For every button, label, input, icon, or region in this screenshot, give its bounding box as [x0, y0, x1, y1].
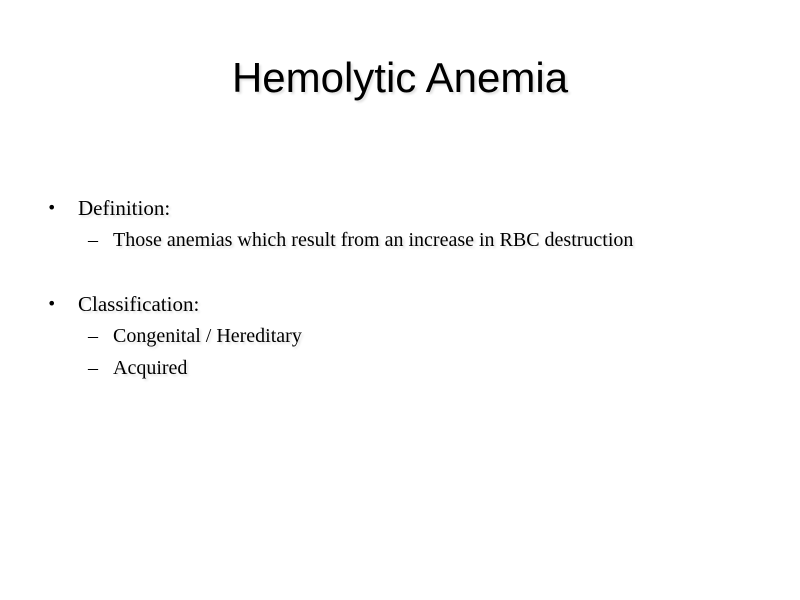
sub-item-definition-text: Those anemias which result from an increase in RBC destruction: [113, 229, 634, 251]
dash-icon: –: [88, 357, 98, 379]
bullet-icon: •: [47, 198, 57, 217]
list-item-definition: Definition:: [78, 196, 171, 220]
list-item-classification: Classification:: [78, 292, 200, 316]
dash-icon: –: [88, 325, 98, 347]
sub-item-acquired: Acquired: [113, 357, 188, 379]
dash-icon: –: [88, 229, 98, 251]
bullet-icon: •: [47, 294, 57, 313]
sub-item-congenital: Congenital / Hereditary: [113, 325, 302, 347]
slide-title: Hemolytic Anemia: [231, 54, 569, 101]
